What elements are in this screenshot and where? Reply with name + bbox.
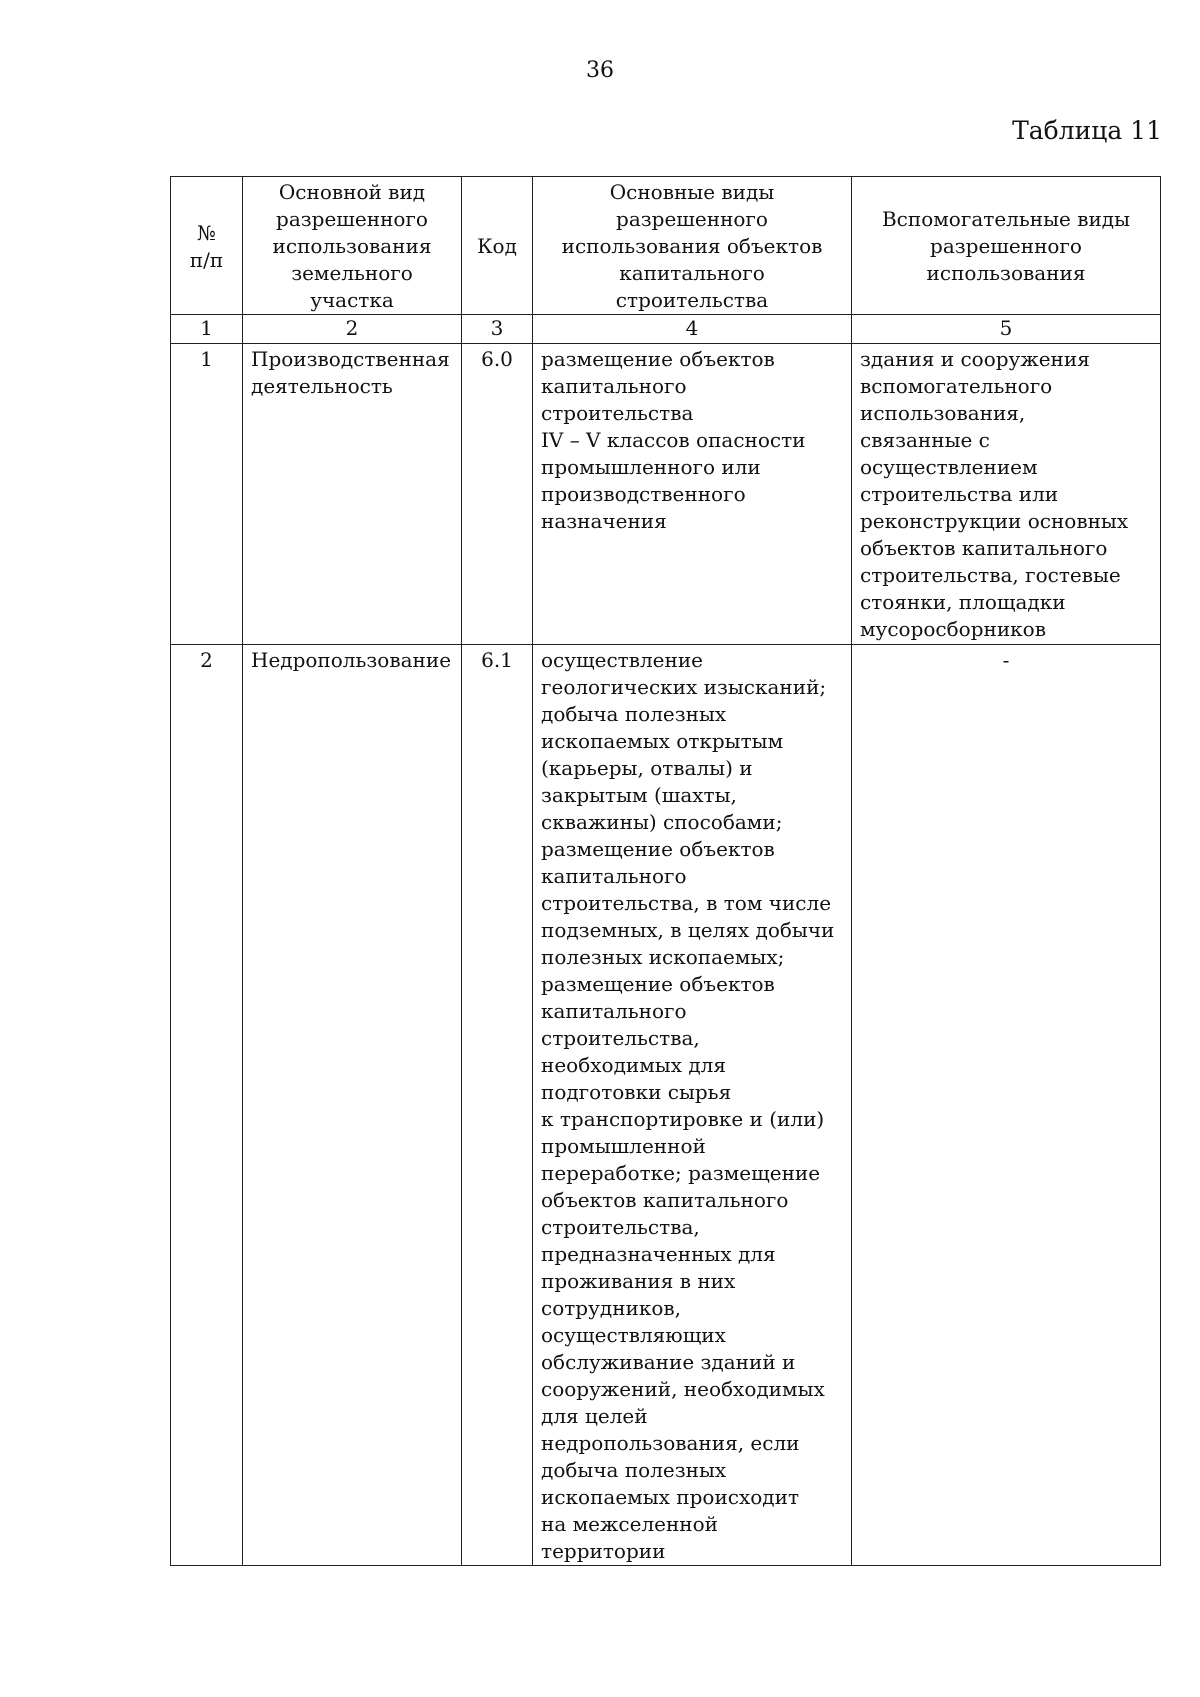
row-number: 1 — [171, 344, 243, 645]
auxiliary-use-cell: здания и сооружения вспомогательного использования, связанные с осуществлением строительства или реконструкции основных объектов капитального строительства, гостевые стоянки, площадки мусоросборников — [852, 344, 1161, 645]
table-row — [171, 344, 1161, 645]
table-caption: Таблица 11 — [1012, 116, 1162, 145]
auxiliary-use-cell: - — [852, 645, 1161, 1566]
main-use-cell: Недропользование — [243, 645, 462, 1566]
column-number-row — [171, 315, 1161, 344]
code-cell: 6.0 — [462, 344, 533, 645]
capital-use-cell: размещение объектов капитального строительства IV – V классов опасности промышленного или производственного назначения — [533, 344, 852, 645]
table-row — [171, 645, 1161, 1566]
column-number: 1 — [171, 315, 243, 344]
header-code: Код — [462, 177, 533, 315]
column-number: 2 — [243, 315, 462, 344]
column-number: 5 — [852, 315, 1161, 344]
column-number: 4 — [533, 315, 852, 344]
main-use-cell: Производственная деятельность — [243, 344, 462, 645]
capital-use-cell: осуществление геологических изысканий; добыча полезных ископаемых открытым (карьеры, отвалы) и закрытым (шахты, скважины) способами; размещение объектов капитального строительства, в том числе подземных, в целях добычи полезных ископаемых; размещение объектов капитального строительства, необходимых для подготовки сырья к транспортировке и (или) промышленной переработке; размещение объектов капитального строительства, предназначенных для проживания в них сотрудников, осуществляющих обслуживание зданий и сооружений, необходимых для целей недропользования, если добыча полезных ископаемых происходит на межселенной территории — [533, 645, 852, 1566]
header-capital-use: Основные виды разрешенного использования объектов капитального строительства — [533, 177, 852, 315]
header-row — [171, 177, 1161, 315]
header-main-use: Основной вид разрешенного использования земельного участка — [243, 177, 462, 315]
code-cell: 6.1 — [462, 645, 533, 1566]
header-auxiliary-use: Вспомогательные виды разрешенного использования — [852, 177, 1161, 315]
column-number: 3 — [462, 315, 533, 344]
header-num: № п/п — [171, 177, 243, 315]
land-use-table — [170, 176, 1161, 1566]
page-number: 36 — [586, 58, 614, 83]
row-number: 2 — [171, 645, 243, 1566]
